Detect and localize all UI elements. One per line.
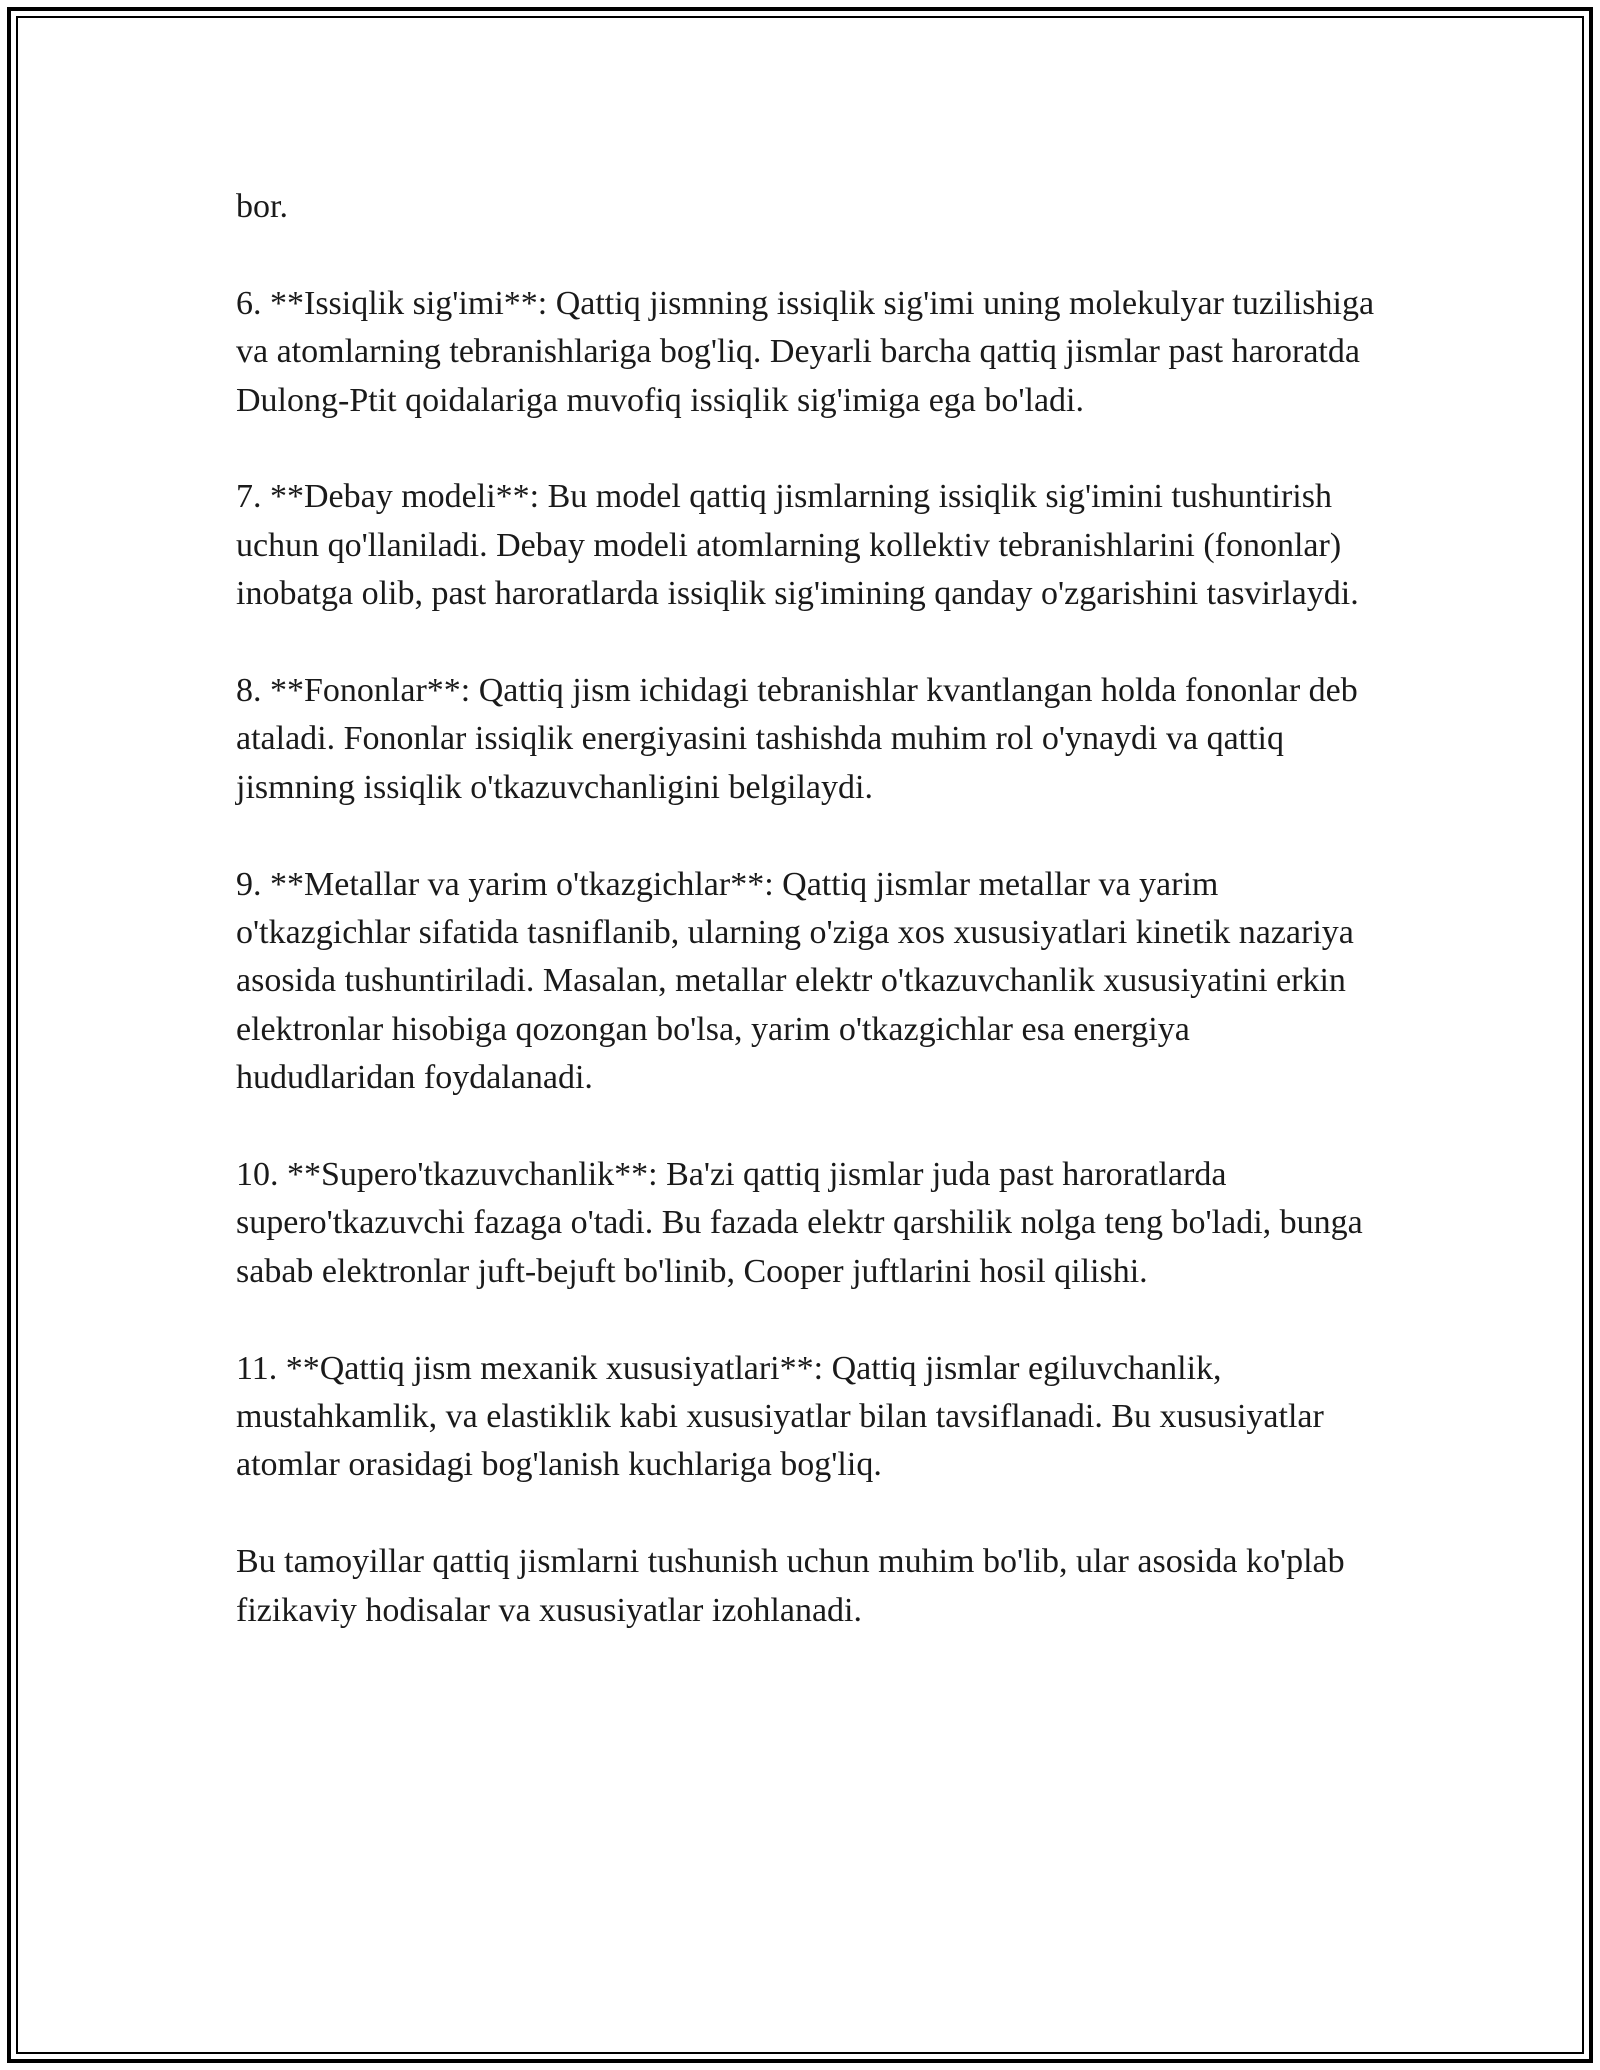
paragraph-fononlar: 8. **Fononlar**: Qattiq jism ichidagi tebranishlar kvantlangan holda fononlar deb ataladi. Fononlar issiqlik energiyasini tashishda muhim rol o'ynaydi va qattiq jismning issiqlik o'tkazuvchanligini belgilaydi. bbox=[236, 672, 1358, 806]
paragraph-continuation: bor. bbox=[236, 188, 288, 225]
document-body bbox=[236, 183, 1376, 1683]
paragraph-superotkazuvchanlik: 10. **Supero'tkazuvchanlik**: Ba'zi qattiq jismlar juda past haroratlarda supero'tkazuvchi fazaga o'tadi. Bu fazada elektr qarshilik nolga teng bo'ladi, bunga sabab elektronlar juft-bejuft bo'linib, Cooper juftlarini hosil qilishi. bbox=[236, 1156, 1363, 1290]
paragraph-debay-modeli: 7. **Debay modeli**: Bu model qattiq jismlarning issiqlik sig'imini tushuntirish uchun qo'llaniladi. Debay modeli atomlarning kollektiv tebranishlarini (fononlar) inobatga olib, past haroratlarda issiqlik sig'imining qanday o'zgarishini tasvirlaydi. bbox=[236, 478, 1359, 613]
paragraph-metallar: 9. **Metallar va yarim o'tkazgichlar**: Qattiq jismlar metallar va yarim o'tkazgichlar sifatida tasniflanib, ularning o'ziga xos xususiyatlari kinetik nazariya asosida tushuntiriladi. Masalan, metallar elektr o'tkazuvchanlik xususiyatini erkin elektronlar hisobiga qozongan bo'lsa, yarim o'tkazgichlar esa energiya hududlaridan foydalanadi. bbox=[236, 865, 1354, 1097]
paragraph-mexanik-xususiyatlar: 11. **Qattiq jism mexanik xususiyatlari**: Qattiq jismlar egiluvchanlik, mustahkamlik, va elastiklik kabi xususiyatlar bilan tavsiflanadi. Bu xususiyatlar atomlar orasidagi bog'lanish kuchlariga bog'liq. bbox=[236, 1349, 1324, 1484]
paragraph-conclusion: Bu tamoyillar qattiq jismlarni tushunish uchun muhim bo'lib, ular asosida ko'plab fizikaviy hodisalar va xususiyatlar izohlanadi. bbox=[236, 1543, 1345, 1629]
paragraph-issiqlik-sigimi: 6. **Issiqlik sig'imi**: Qattiq jismning issiqlik sig'imi uning molekulyar tuzilishiga va atomlarning tebranishlariga bog'liq. Deyarli barcha qattiq jismlar past haroratda Dulong-Ptit qoidalariga muvofiq issiqlik sig'imiga ega bo'ladi. bbox=[236, 284, 1375, 419]
